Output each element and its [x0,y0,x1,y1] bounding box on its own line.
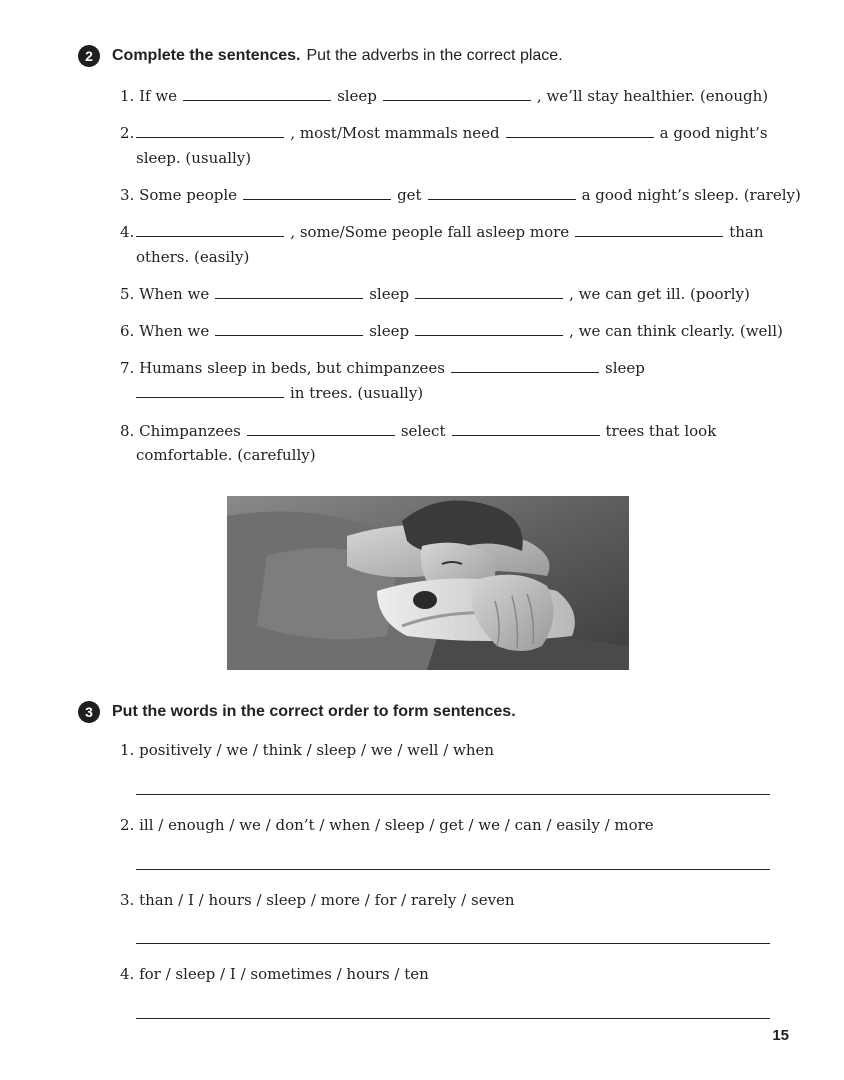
sentence-item-5 [120,285,750,303]
exercise-title: Complete the sentences. [112,47,301,64]
item-number: 3. [120,186,135,204]
answer-blank[interactable] [415,323,563,336]
answer-line[interactable] [136,943,770,944]
exercise-2-header [78,45,563,67]
sentence-text: , we can think clearly. (well) [569,322,783,340]
item-number: 4. [120,965,135,983]
exercise-3-header [78,701,516,723]
answer-blank[interactable] [451,360,599,373]
sentence-text: sleep [337,87,377,105]
answer-blank[interactable] [247,423,395,436]
sentence-item-2 [120,124,768,142]
sentence-text: , most/Most mammals need [290,124,500,142]
item-number: 1. [120,87,135,105]
exercise-instruction: Put the adverbs in the correct place. [306,47,563,64]
exercise-number-badge: 3 [78,701,100,723]
sentence-item-7 [120,359,645,377]
answer-blank[interactable] [136,125,284,138]
sentence-text: Some people [139,186,238,204]
item-number: 2. [120,124,135,142]
sentence-item-7-cont [136,384,423,402]
sentence-item-2-cont: sleep. (usually) [136,149,252,167]
page-number: 15 [772,1027,789,1044]
word-order-item-2 [120,816,654,834]
answer-blank[interactable] [136,385,284,398]
word-order-item-4 [120,965,429,983]
sentence-text: in trees. (usually) [290,384,424,402]
sentence-text: than [729,223,764,241]
sentence-text: a good night’s [659,124,768,142]
sentence-item-4 [120,223,763,241]
word-order-item-3 [120,891,515,909]
sentence-item-3 [120,186,801,204]
sentence-text: a good night’s sleep. (rarely) [581,186,801,204]
sentence-text: If we [139,87,178,105]
sentence-text: , we can get ill. (poorly) [569,285,750,303]
item-number: 8. [120,422,135,440]
sentence-text: Humans sleep in beds, but chimpanzees [139,359,445,377]
answer-blank[interactable] [136,224,284,237]
scrambled-words: ill / enough / we / don’t / when / sleep / get / we / can / easily / more [139,816,654,834]
item-number: 5. [120,285,135,303]
answer-blank[interactable] [415,286,563,299]
answer-line[interactable] [136,794,770,795]
scrambled-words: for / sleep / I / sometimes / hours / ten [139,965,429,983]
item-number: 6. [120,322,135,340]
answer-blank[interactable] [575,224,723,237]
item-number: 1. [120,741,135,759]
scrambled-words: than / I / hours / sleep / more / for / rarely / seven [139,891,515,909]
answer-line[interactable] [136,1018,770,1019]
item-number: 4. [120,223,135,241]
answer-line[interactable] [136,869,770,870]
sentence-text: sleep [369,285,410,303]
word-order-item-1 [120,741,494,759]
sentence-text: , we’ll stay healthier. (enough) [536,87,769,105]
sentence-text: Chimpanzees [139,422,241,440]
answer-blank[interactable] [506,125,654,138]
sentence-text: , some/Some people fall asleep more [290,223,570,241]
answer-blank[interactable] [215,286,363,299]
exercise-title: Put the words in the correct order to form sentences. [112,703,516,720]
sentence-text: When we [139,285,210,303]
sleeping-boy-photo [227,496,629,670]
sentence-item-4-cont: others. (easily) [136,248,250,266]
answer-blank[interactable] [243,187,391,200]
sentence-item-8-cont: comfortable. (carefully) [136,446,316,464]
exercise-number-badge: 2 [78,45,100,67]
sentence-text: sleep [605,359,645,377]
sentence-text: get [397,186,422,204]
sentence-text: trees that look [605,422,717,440]
sentence-text: select [400,422,446,440]
answer-blank[interactable] [215,323,363,336]
item-number: 7. [120,359,135,377]
sentence-item-1 [120,87,768,105]
sentence-text: When we [139,322,210,340]
answer-blank[interactable] [452,423,600,436]
scrambled-words: positively / we / think / sleep / we / well / when [139,741,495,759]
answer-blank[interactable] [428,187,576,200]
sentence-item-8 [120,422,716,440]
sentence-item-6 [120,322,783,340]
item-number: 2. [120,816,135,834]
item-number: 3. [120,891,135,909]
answer-blank[interactable] [183,88,331,101]
answer-blank[interactable] [383,88,531,101]
sentence-text: sleep [369,322,410,340]
sleeping-boy-illustration [227,496,629,670]
